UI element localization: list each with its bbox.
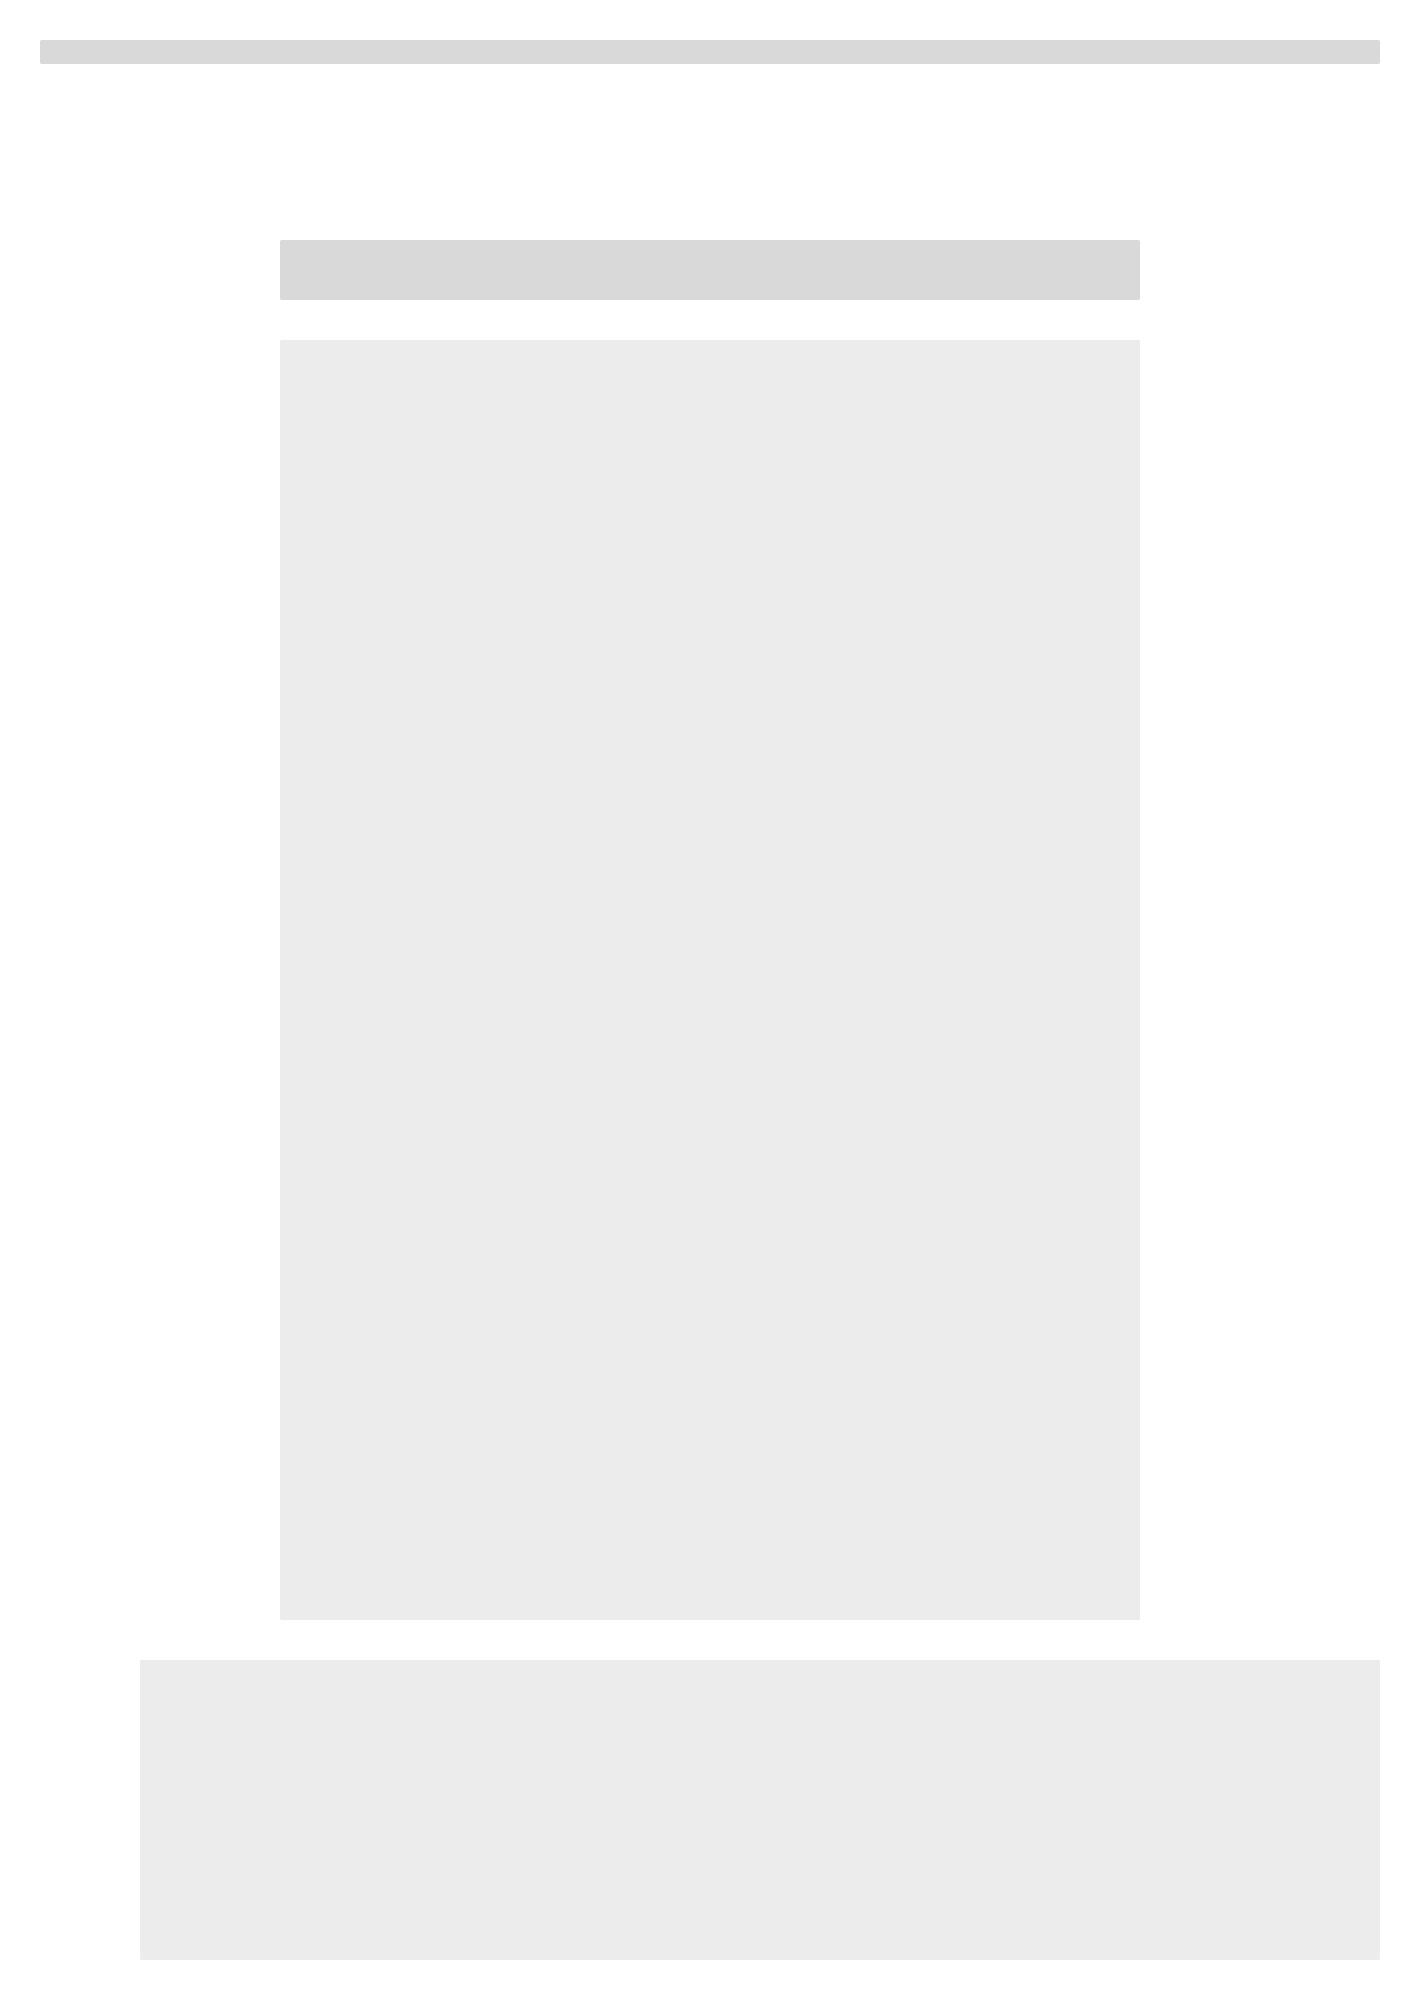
headline-placeholder <box>280 240 1140 300</box>
bottom-section-placeholder <box>140 1660 1380 1960</box>
body-placeholder <box>280 340 1140 1620</box>
masthead-placeholder <box>40 40 1380 64</box>
